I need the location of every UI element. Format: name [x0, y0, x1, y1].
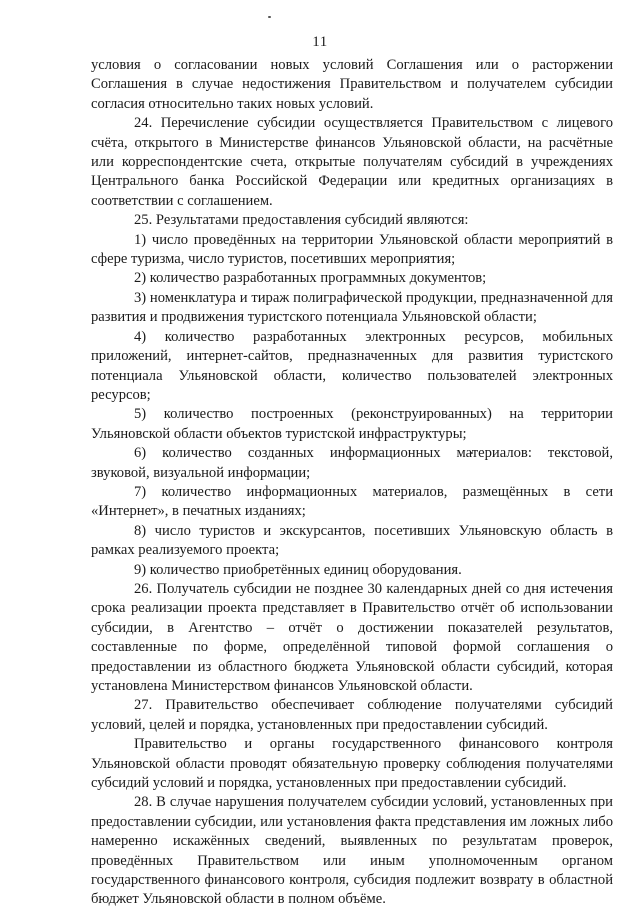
scan-speck: [268, 16, 271, 18]
paragraph-24: 24. Перечисление субсидии осуществляется Правительством с лицевого счёта, открытого в Министерстве финансов Ульяновской области, на расчётные или корреспондентские счета, открытые получателям субсидий в учреждениях Центрального банка Российской Федерации или кредитных организациях в соответствии с соглашением.: [91, 115, 613, 209]
paragraph-25: 25. Результатами предоставления субсидий являются:: [134, 212, 469, 229]
list-item-9: 9) количество приобретённых единиц оборудования.: [134, 561, 462, 578]
paragraph-28: 28. В случае нарушения получателем субсидии условий, установленных при предоставлении субсидии, или установления факта представления им ложных либо намеренно искажённых сведений, выявленных по результатам проверок, проведённых Правительством или иным уполномоченным органом государственного финансового контроля, субсидия подлежит возврату в областной бюджет Ульяновской области в полном объёме.: [91, 794, 613, 908]
paragraph-27-control: Правительство и органы государственного финансового контроля Ульяновской области проводят обязательную проверку соблюдения получателями субсидий условий и порядка, установленных при предоставлении субсидий.: [91, 736, 613, 792]
list-item-7: 7) количество информационных материалов, размещённых в сети «Интернет», в печатных изданиях;: [91, 483, 613, 520]
list-item-2: 2) количество разработанных программных документов;: [134, 270, 487, 287]
paragraph-27: 27. Правительство обеспечивает соблюдение получателями субсидий условий, целей и порядка, установленных при предоставлении субсидий.: [91, 697, 613, 733]
list-item-5: 5) количество построенных (реконструированных) на территории Ульяновской области объектов туристской инфраструктуры;: [91, 406, 613, 442]
list-item-1: 1) число проведённых на территории Ульяновской области мероприятий в сфере туризма, число туристов, посетивших мероприятия;: [91, 231, 613, 268]
paragraph-continuation: условия о согласовании новых условий Соглашения или о расторжении Соглашения в случае недостижения Правительством и получателем субсидии согласия относительно таких новых условий.: [91, 57, 613, 112]
list-item-3: 3) номенклатура и тираж полиграфической продукции, предназначенной для развития и продвижения туристского потенциала Ульяновской области;: [91, 289, 613, 326]
list-item-8: 8) число туристов и экскурсантов, посетивших Ульяновскую область в рамках реализуемого проекта;: [91, 522, 613, 559]
paragraph-26: 26. Получатель субсидии не позднее 30 календарных дней со дня истечения срока реализации проекта представляет в Правительство отчёт об использовании субсидии, в Агентство – отчёт о достижении показателей результатов, составленные по форме, определённой типовой формой соглашения о предоставлении из областного бюджета Ульяновской области субсидий, которая установлена Министерством финансов Ульяновской области.: [91, 580, 613, 694]
document-body: [91, 56, 613, 910]
page-number: 11: [312, 34, 328, 50]
list-item-4: 4) количество разработанных электронных ресурсов, мобильных приложений, интернет-сайтов, предназначенных для развития туристского потенциала Ульяновской области, количество пользователей электронных ресурсов;: [91, 328, 613, 403]
list-item-6: 6) количество созданных информационных материалов: текстовой, звуковой, визуальной информации;: [91, 445, 613, 481]
